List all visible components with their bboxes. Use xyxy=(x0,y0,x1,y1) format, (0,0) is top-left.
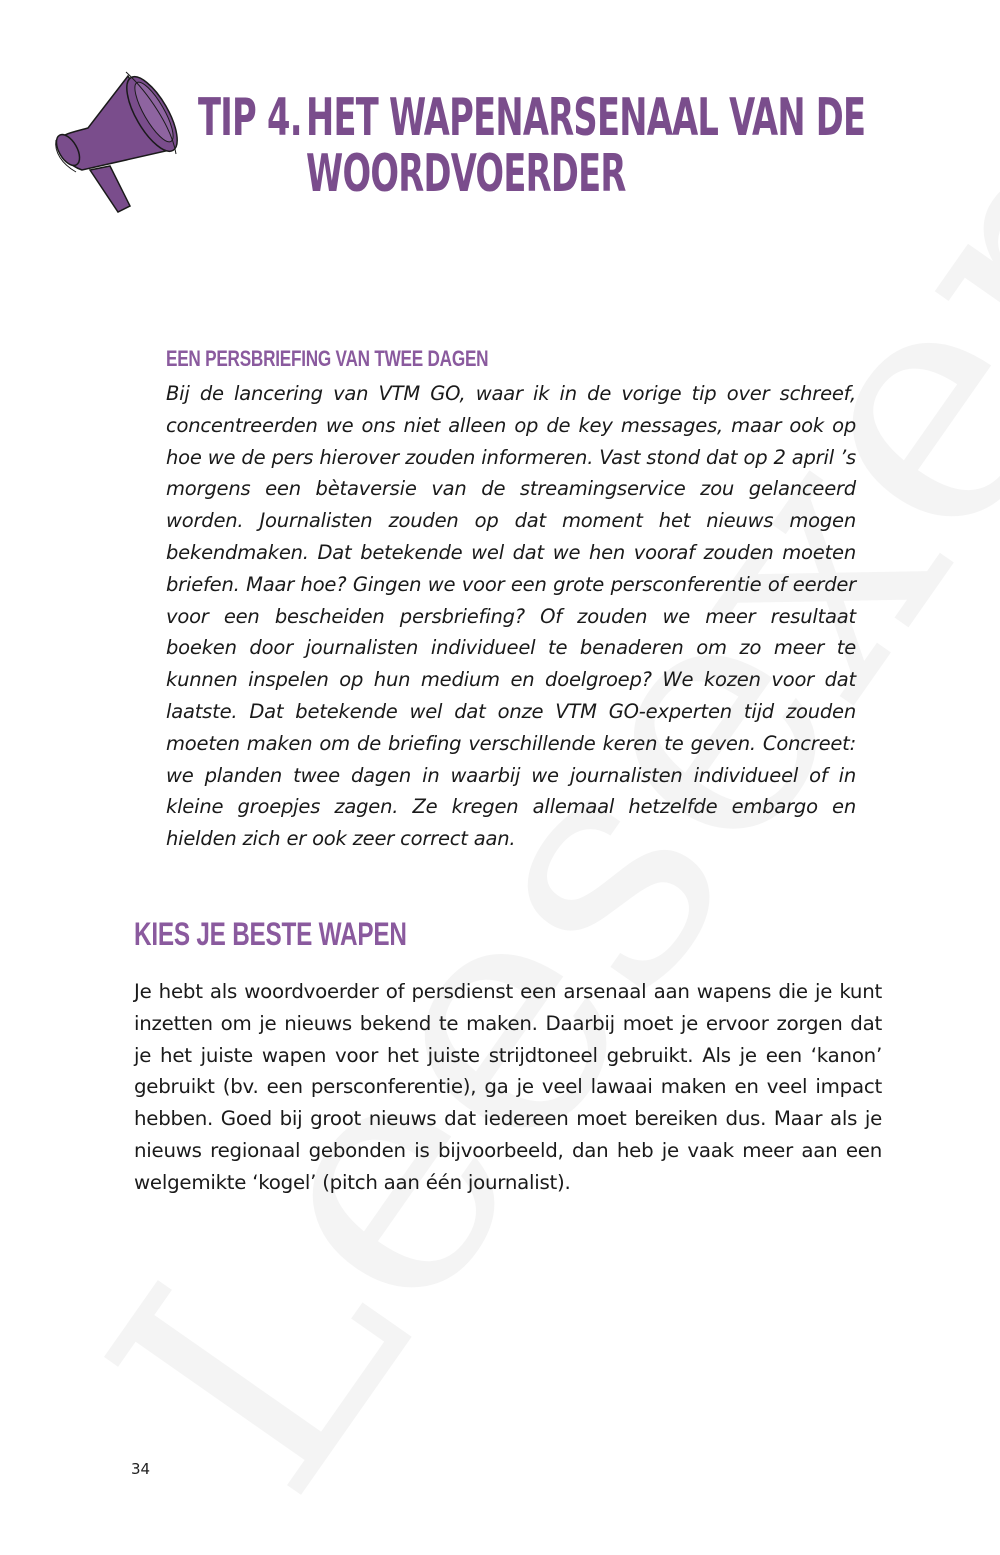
page-number: 34 xyxy=(131,1460,151,1478)
chapter-title xyxy=(198,90,865,202)
section-body: Je hebt als woordvoerder of persdienst een arsenaal aan wapens die je kunt inzetten om je nieuws bekend te maken. Daarbij moet je ervoor zorgen dat je het juiste wapen voor het juiste strijdtoneel gebruikt. Als je een ‘kanon’ gebruikt (bv. een persconferentie), ga je veel lawaai maken en veel impact hebben. Goed bij groot nieuws dat iedereen moet bereiken dus. Maar als je nieuws regionaal gebonden is bijvoorbeeld, dan heb je vaak meer aan een welgemikte ‘kogel’ (pitch aan één journalist). xyxy=(134,980,882,1194)
story-heading: EEN PERSBRIEFING VAN TWEE DAGEN xyxy=(166,346,489,371)
story-box xyxy=(166,346,856,855)
title-number: TIP 4. xyxy=(198,88,302,148)
section-heading: KIES JE BESTE WAPEN xyxy=(134,916,407,952)
title-line-1: HET WAPENARSENAAL VAN DE xyxy=(306,88,866,148)
megaphone-icon xyxy=(48,62,188,222)
story-body: Bij de lancering van VTM GO, waar ik in de vorige tip over schreef, concentreerden we ons niet alleen op de key messages, maar ook op hoe we de pers hierover zouden informeren. Vast stond dat op 2 april ’s morgens een bètaversie van de streamingservice zou gelanceerd worden. Journalisten zouden op dat moment het nieuws mogen bekendmaken. Dat betekende wel dat we hen vooraf zouden moeten briefen. Maar hoe? Gingen we voor een grote persconferentie of eerder voor een bescheiden persbriefing? Of zouden we meer resultaat boeken door journalisten individueel te benaderen om zo meer te kunnen inspelen op hun medium en doelgroep? We kozen voor dat laatste. Dat betekende wel dat onze VTM GO-experten tijd zouden moeten maken om de briefing verschillende keren te geven. Concreet: we planden twee dagen in waarbij we journalisten individueel of in kleine groepjes zagen. Ze kregen allemaal hetzelfde embargo en hielden zich er ook zeer correct aan. xyxy=(166,382,856,851)
title-line-2: WOORDVOERDER xyxy=(306,144,626,204)
